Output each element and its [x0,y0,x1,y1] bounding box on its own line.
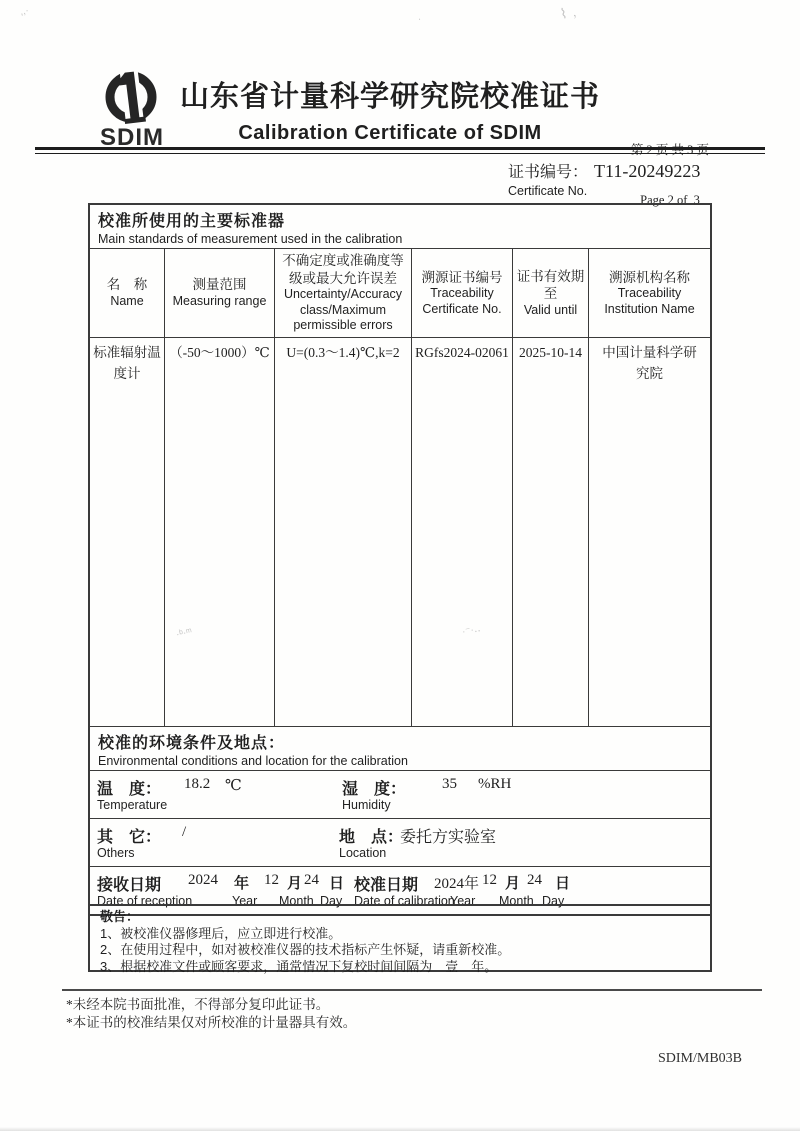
col-header-uncertainty-en: Uncertainty/Accuracy class/Maximum permissible errors [283,287,403,333]
reception-label-en: Date of reception [97,894,193,908]
col-header-name-zh: 名 称 [106,277,148,293]
valid-until-cell: 2025-10-14 [513,338,589,726]
reception-month: 12 [264,872,279,888]
measuring-range-cell: （-50～1000）℃ [165,338,275,726]
footnote-1: *未经本院书面批准，不得部分复印此证书。 [66,997,330,1012]
notice-item-1: 1、被校准仪器修理后，应立即进行校准。 [100,925,342,941]
footnote-2: *本证书的校准结果仅对所校准的计量器具有效。 [66,1015,357,1031]
scan-artifact: ·ᵇ·ᵐ [175,626,194,641]
temperature-unit: ℃ [225,778,242,794]
others-label-zh: 其 它： [97,829,162,846]
location-value: 委托方实验室 [400,829,497,846]
others-location-row [90,818,710,866]
environment-title-en: Environmental conditions and location for the calibration [98,754,408,768]
col-header-institution [589,249,710,337]
humidity-unit: %RH [478,776,512,792]
scan-artifact: ·⁻·‥ [461,623,482,638]
certificate-number [508,159,700,198]
traceability-cert-no-cell: RGfs2024-02061 [412,338,513,726]
institution-cell: 中国计量科学研究院 [602,345,697,381]
page-number-en: Page 2 of 3 [640,193,700,208]
standards-table [88,203,712,916]
temperature-value: 18.2 [184,776,211,792]
calibration-day: 24 [527,872,542,888]
notice-item-3: 3、根据校准文件或顾客要求，通常情况下复校时间间隔为 壹 年。 [100,958,498,974]
calibration-month-en: Month [499,894,534,908]
certificate-number-value: T11-20249223 [594,161,701,181]
reception-year-unit: 年 [234,875,250,892]
calibration-month: 12 [482,872,497,888]
standards-data-row [90,337,710,726]
title-block [150,74,630,145]
temperature-humidity-row [90,770,710,818]
humidity-value: 35 [442,776,457,792]
col-header-institution-zh: 溯源机构名称 [609,269,690,285]
certificate-number-label-zh: 证书编号： [508,164,589,181]
humidity-label-zh: 湿 度： [342,781,407,798]
reception-month-unit: 月 [287,875,303,892]
logo-text: SDIM [100,124,164,151]
scan-edge [0,1127,800,1131]
notice-title: 敬告： [100,909,140,924]
environment-title-zh: 校准的环境条件及地点： [98,735,286,752]
notice-box [88,904,712,972]
calibration-day-unit: 日 [555,875,571,892]
col-header-uncertainty [275,249,412,337]
reception-year-en: Year [232,894,258,908]
standards-header-row [90,248,710,337]
col-header-traceability-cert-zh: 溯源证书编号 [421,269,503,285]
scan-artifact: ⌇﹐ [558,2,583,22]
uncertainty-cell: U=(0.3～1.4)℃,k=2 [275,338,412,726]
location-label-zh: 地 点： [339,829,404,846]
others-label-en: Others [97,846,135,860]
notice-item-2: 2、在使用过程中，如对被校准仪器的技术指标产生怀疑，请重新校准。 [100,942,511,957]
temperature-label-zh: 温 度： [97,781,162,798]
others-value: / [182,824,187,840]
col-header-valid-until [513,249,589,337]
scan-artifact: ,,· [18,5,30,18]
col-header-range [165,249,275,337]
calibration-year-en: Year [450,894,476,908]
calibration-label-zh: 校准日期 [354,877,419,894]
col-header-uncertainty-zh: 不确定度或准确度等级或最大允许误差 [282,253,404,286]
scan-artifact: · [416,13,423,26]
reception-day: 24 [304,872,319,888]
header-divider [35,147,765,154]
standard-name-cell: 标准辐射温度计 [90,338,165,726]
page-title-en: Calibration Certificate of SDIM [238,122,542,144]
reception-year: 2024 [188,872,218,888]
calibration-label-en: Date of calibration [354,894,455,908]
calibration-month-unit: 月 [505,875,521,892]
form-code: SDIM/MB03B [658,1051,743,1066]
col-header-range-en: Measuring range [172,293,267,308]
location-label-en: Location [339,846,387,860]
reception-label-zh: 接收日期 [97,877,162,894]
col-header-traceability-cert [412,249,513,337]
reception-day-unit: 日 [329,875,345,892]
footer-divider [62,989,762,991]
standards-title-en: Main standards of measurement used in the calibration [98,232,403,246]
standards-title-zh: 校准所使用的主要标准器 [98,213,286,230]
col-header-valid-until-zh: 证书有效期至 [516,268,585,302]
col-header-name [90,249,165,337]
col-header-range-zh: 测量范围 [192,277,247,293]
humidity-label-en: Humidity [342,798,391,812]
col-header-institution-en: Traceability Institution Name [604,286,695,316]
page-number-zh: 第 2 页 共 3 页 [630,142,710,157]
footnotes [66,996,356,1032]
col-header-traceability-cert-en: Traceability Certificate No. [422,286,502,316]
calibration-day-en: Day [542,894,565,908]
reception-day-en: Day [320,894,343,908]
calibration-year: 2024年 [434,876,480,892]
certificate-number-label-en: Certificate No. [508,184,588,198]
col-header-name-en: Name [110,293,144,308]
page-title-zh: 山东省计量科学研究院校准证书 [179,81,600,113]
environment-section-title [90,726,710,770]
reception-month-en: Month [279,894,314,908]
col-header-valid-until-en: Valid until [523,302,578,317]
temperature-label-en: Temperature [97,798,168,812]
standards-section-title [90,205,710,248]
